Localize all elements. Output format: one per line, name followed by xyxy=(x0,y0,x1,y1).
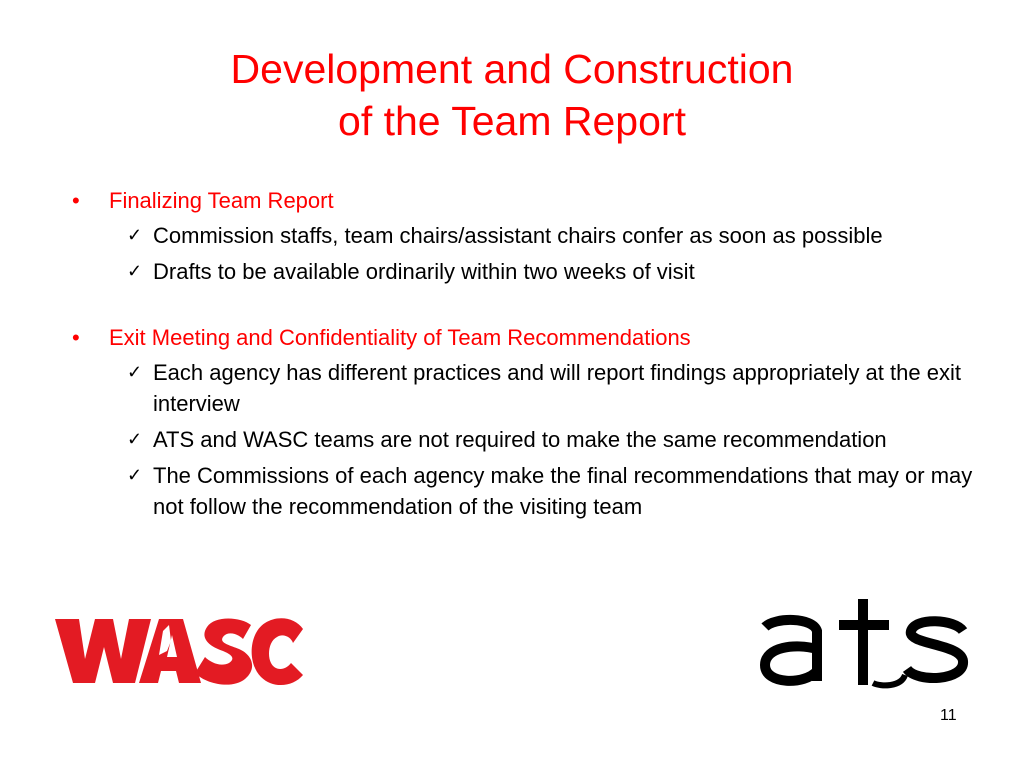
title-line-2: of the Team Report xyxy=(338,98,686,144)
section-heading-finalizing: • Finalizing Team Report xyxy=(72,186,982,216)
list-item: ✓ ATS and WASC teams are not required to make the same recommendation xyxy=(72,424,982,455)
slide-title xyxy=(0,43,1024,147)
list-item: ✓ Each agency has different practices and will report findings appropriately at the exit interview xyxy=(72,357,982,419)
check-mark-icon: ✓ xyxy=(127,261,143,281)
title-line-1: Development and Construction xyxy=(230,46,794,92)
list-item: ✓ Drafts to be available ordinarily within two weeks of visit xyxy=(72,256,982,287)
list-item: ✓ Commission staffs, team chairs/assistant chairs confer as soon as possible xyxy=(72,220,982,251)
bullet-dot-icon: • xyxy=(72,188,80,213)
page-number: 11 xyxy=(940,707,957,724)
wasc-logo xyxy=(55,611,305,691)
check-mark-icon: ✓ xyxy=(127,465,143,485)
list-item: ✓ The Commissions of each agency make the final recommendations that may or may not follow the recommendation of the visiting team xyxy=(72,460,982,522)
check-mark-icon: ✓ xyxy=(127,429,143,449)
check-mark-icon: ✓ xyxy=(127,225,143,245)
slide-content xyxy=(72,186,982,522)
ats-logo xyxy=(755,595,975,690)
section-heading-exit-meeting: • Exit Meeting and Confidentiality of Team Recommendations xyxy=(72,323,982,353)
bullet-dot-icon: • xyxy=(72,325,80,350)
check-mark-icon: ✓ xyxy=(127,362,143,382)
